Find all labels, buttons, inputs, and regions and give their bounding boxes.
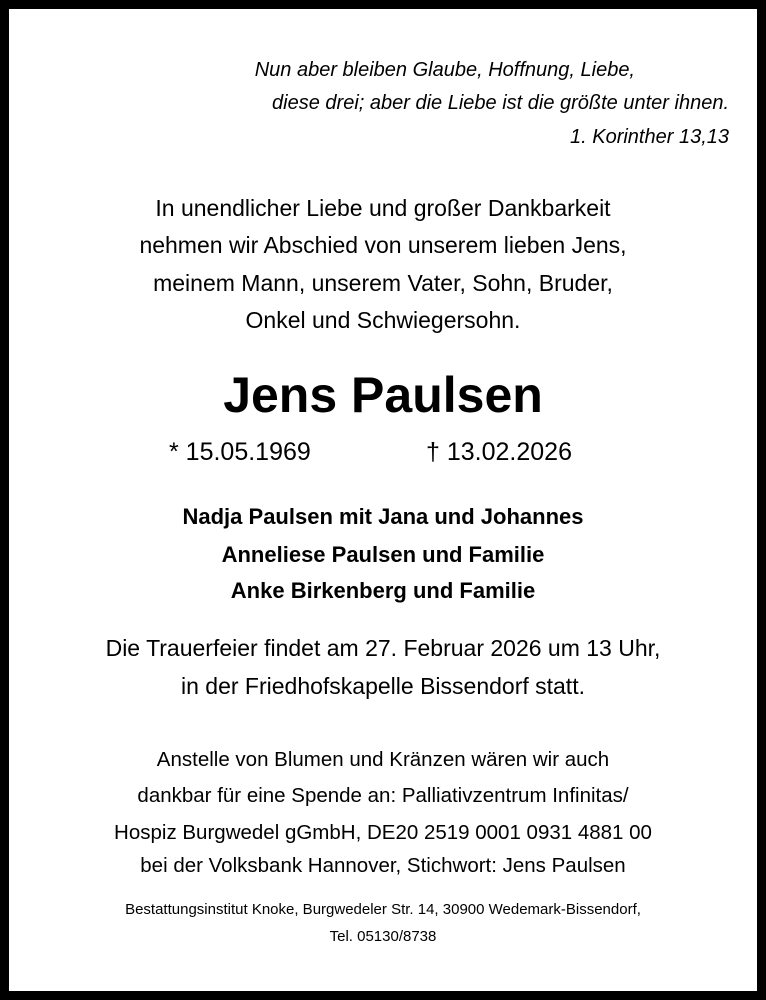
footer-line-1: Bestattungsinstitut Knoke, Burgwedeler Str. 14, 30900 Wedemark-Bissendorf, <box>125 901 641 918</box>
funeral-line-2: in der Friedhofskapelle Bissendorf statt. <box>181 673 585 699</box>
footer-line-2: Tel. 05130/8738 <box>329 928 437 945</box>
intro-line-4: Onkel und Schwiegersohn. <box>245 307 521 333</box>
intro-line-2: nehmen wir Abschied von unserem lieben Jens, <box>139 232 627 258</box>
donation-line-2: dankbar für eine Spende an: Palliativzentrum Infinitas/ <box>137 784 629 807</box>
birth-date: * 15.05.1969 <box>169 438 311 466</box>
donation-line-3: Hospiz Burgwedel gGmbH, DE20 2519 0001 0931 4881 00 <box>114 821 652 844</box>
death-date: † 13.02.2026 <box>426 438 572 466</box>
intro-line-1: In unendlicher Liebe und großer Dankbarkeit <box>155 195 611 221</box>
family-line-3: Anke Birkenberg und Familie <box>230 578 536 603</box>
quote-source: 1. Korinther 13,13 <box>570 126 729 148</box>
intro-line-3: meinem Mann, unserem Vater, Sohn, Bruder, <box>153 270 613 296</box>
deceased-name: Jens Paulsen <box>223 367 543 423</box>
donation-line-4: bei der Volksbank Hannover, Stichwort: Jens Paulsen <box>140 854 626 877</box>
family-line-2: Anneliese Paulsen und Familie <box>221 542 545 567</box>
quote-line-1: Nun aber bleiben Glaube, Hoffnung, Liebe, <box>254 59 635 81</box>
family-line-1: Nadja Paulsen mit Jana und Johannes <box>182 504 584 529</box>
funeral-line-1: Die Trauerfeier findet am 27. Februar 2026 um 13 Uhr, <box>105 635 661 661</box>
quote-line-2: diese drei; aber die Liebe ist die größte unter ihnen. <box>272 92 729 114</box>
donation-line-1: Anstelle von Blumen und Kränzen wären wir auch <box>156 748 610 771</box>
